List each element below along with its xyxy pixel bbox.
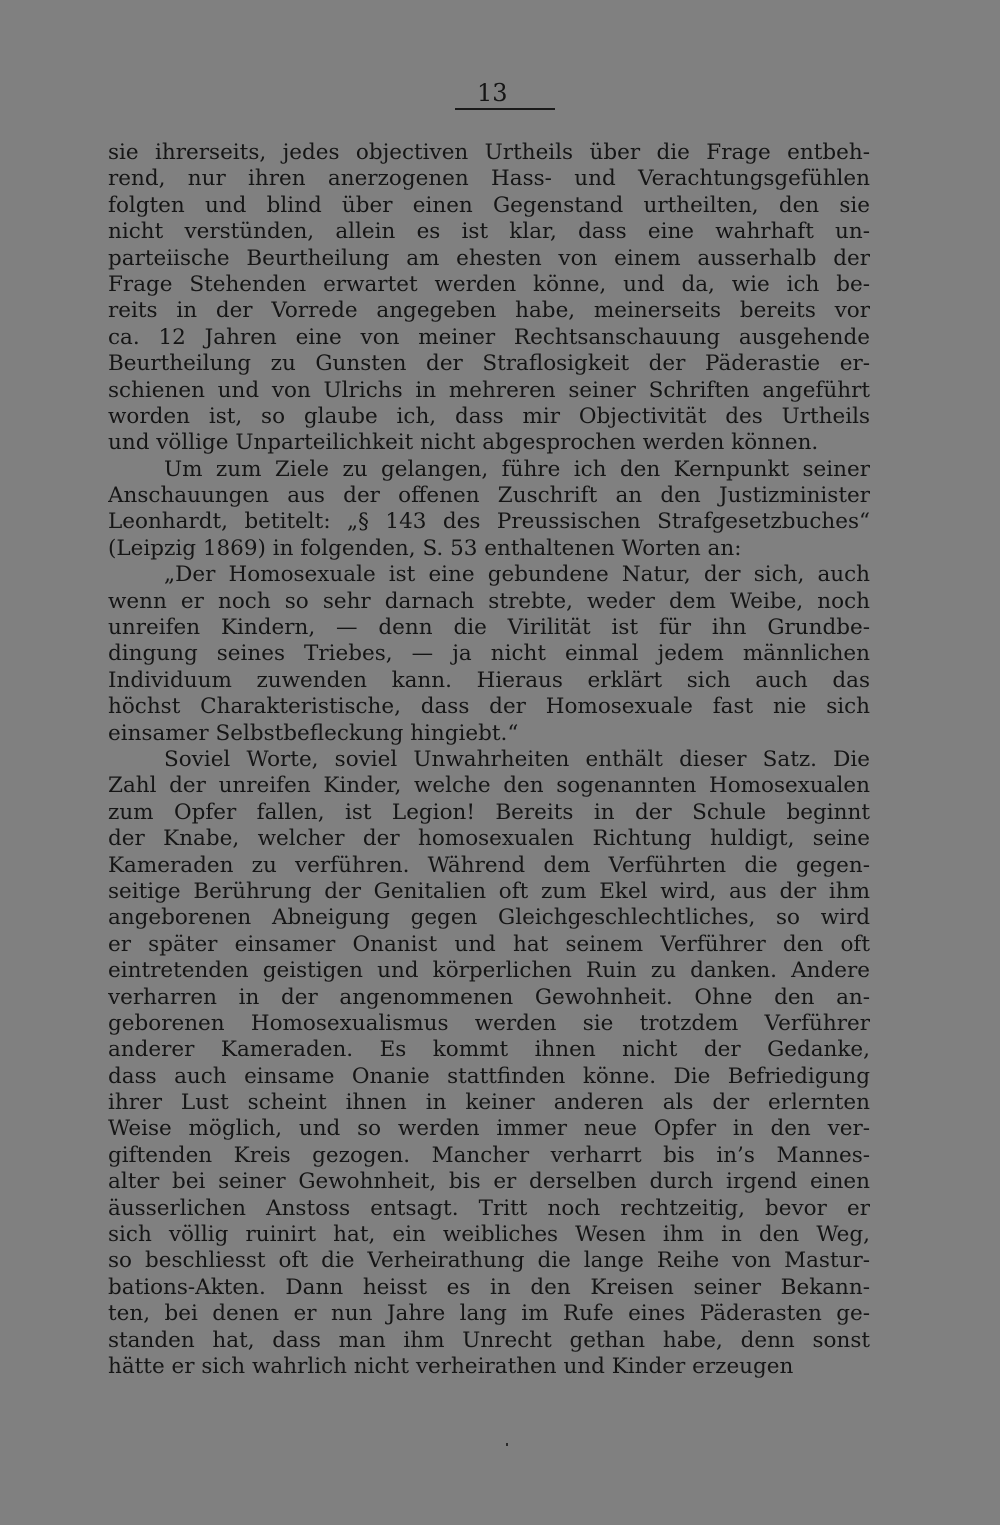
header-rule (455, 108, 555, 110)
text-line: äusserlichen Anstoss entsagt. Tritt noch rechtzeitig, bevor er (108, 1195, 870, 1221)
text-line: Leonhardt, betitelt: „§ 143 des Preussischen Strafgesetzbuches“ (108, 509, 870, 535)
text-line: hätte er sich wahrlich nicht verheirathen und Kinder erzeugen (108, 1353, 794, 1379)
text-line: einsamer Selbstbefleckung hingiebt.“ (108, 720, 519, 746)
text-line: ca. 12 Jahren eine von meiner Rechtsanschauung ausgehende (108, 324, 870, 350)
text-line: Beurtheilung zu Gunsten der Straflosigkeit der Päderastie er- (108, 351, 870, 377)
text-line: Individuum zuwenden kann. Hieraus erklärt sich auch das (108, 667, 870, 693)
text-line: so beschliesst oft die Verheirathung die lange Reihe von Mastur- (108, 1248, 870, 1274)
text-line: dass auch einsame Onanie stattfinden könne. Die Befriedigung (108, 1063, 870, 1089)
text-line: giftenden Kreis gezogen. Mancher verharrt bis in’s Mannes- (108, 1142, 870, 1168)
print-speck (506, 1443, 508, 1446)
text-line: schienen und von Ulrichs in mehreren seiner Schriften angeführt (108, 377, 870, 403)
text-line: Kameraden zu verführen. Während dem Verführten die gegen- (108, 852, 870, 878)
text-line: reits in der Vorrede angegeben habe, meinerseits bereits vor (108, 298, 870, 324)
text-line: rend, nur ihren anerzogenen Hass- und Verachtungsgefühlen (108, 166, 870, 192)
body-text (108, 140, 870, 1380)
text-line: seitige Berührung der Genitalien oft zum Ekel wird, aus der ihm (108, 878, 870, 904)
text-line: höchst Charakteristische, dass der Homosexuale fast nie sich (108, 694, 870, 720)
text-line: Zahl der unreifen Kinder, welche den sogenannten Homosexualen (108, 773, 870, 799)
text-line: sie ihrerseits, jedes objectiven Urtheils über die Frage entbeh- (108, 140, 870, 165)
text-line: der Knabe, welcher der homosexualen Richtung huldigt, seine (108, 826, 870, 852)
text-line: verharren in der angenommenen Gewohnheit. Ohne den an- (108, 984, 870, 1010)
text-line: nicht verstünden, allein es ist klar, dass eine wahrhaft un- (108, 219, 870, 245)
text-line: zum Opfer fallen, ist Legion! Bereits in der Schule beginnt (108, 799, 870, 825)
text-line: anderer Kameraden. Es kommt ihnen nicht der Gedanke, (108, 1037, 870, 1063)
text-line: Soviel Worte, soviel Unwahrheiten enthält dieser Satz. Die (164, 746, 870, 772)
text-line: (Leipzig 1869) in folgenden, S. 53 enthaltenen Worten an: (108, 535, 742, 561)
text-line: eintretenden geistigen und körperlichen Ruin zu danken. Andere (108, 958, 870, 984)
text-line: Anschauungen aus der offenen Zuschrift an den Justizminister (108, 483, 870, 509)
text-line: „Der Homosexuale ist eine gebundene Natur, der sich, auch (164, 562, 870, 588)
text-line: worden ist, so glaube ich, dass mir Objectivität des Urtheils (108, 403, 870, 429)
text-line: bations-Akten. Dann heisst es in den Kreisen seiner Bekann- (108, 1274, 870, 1300)
text-line: geborenen Homosexualismus werden sie trotzdem Verführer (108, 1010, 870, 1036)
text-line: und völlige Unparteilichkeit nicht abgesprochen werden können. (108, 430, 819, 456)
text-line: unreifen Kindern, — denn die Virilität ist für ihn Grundbe- (108, 615, 870, 641)
text-line: parteiische Beurtheilung am ehesten von einem ausserhalb der (108, 245, 870, 271)
text-line: wenn er noch so sehr darnach strebte, weder dem Weibe, noch (108, 588, 870, 614)
text-line: ten, bei denen er nun Jahre lang im Rufe eines Päderasten ge- (108, 1301, 870, 1327)
text-line: alter bei seiner Gewohnheit, bis er derselben durch irgend einen (108, 1169, 870, 1195)
text-line: angeborenen Abneigung gegen Gleichgeschlechtliches, so wird (108, 905, 870, 931)
text-line: standen hat, dass man ihm Unrecht gethan habe, denn sonst (108, 1327, 870, 1353)
text-line: Frage Stehenden erwartet werden könne, und da, wie ich be- (108, 271, 870, 297)
text-line: folgten und blind über einen Gegenstand urtheilten, den sie (108, 192, 870, 218)
text-line: er später einsamer Onanist und hat seinem Verführer den oft (108, 931, 870, 957)
text-line: sich völlig ruinirt hat, ein weibliches Wesen ihm in den Weg, (108, 1222, 870, 1248)
text-line: Weise möglich, und so werden immer neue Opfer in den ver- (108, 1116, 870, 1142)
text-line: ihrer Lust scheint ihnen in keiner anderen als der erlernten (108, 1090, 870, 1116)
text-line: dingung seines Triebes, — ja nicht einmal jedem männlichen (108, 641, 870, 667)
text-line: Um zum Ziele zu gelangen, führe ich den Kernpunkt seiner (164, 456, 870, 482)
page-number: 13 (477, 79, 508, 107)
